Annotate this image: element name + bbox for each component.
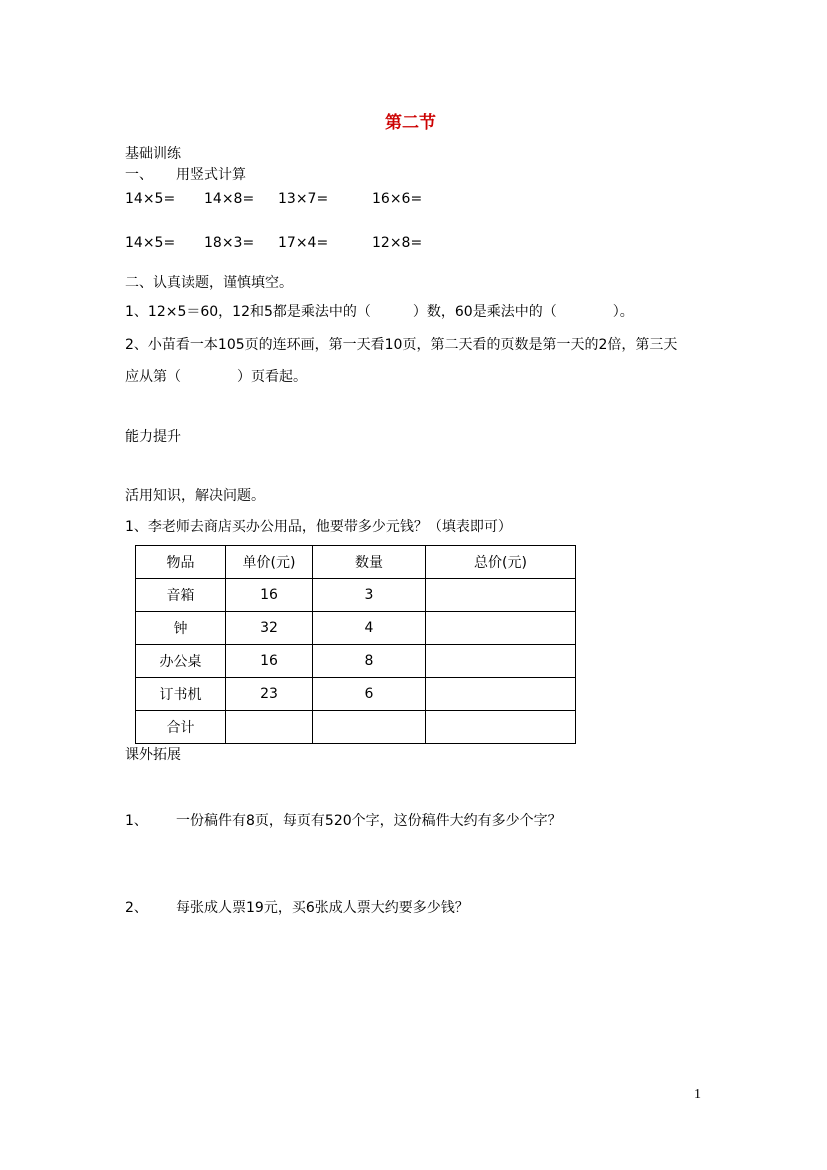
table-cell: 4	[313, 612, 426, 645]
table-header-cell: 单价(元)	[226, 546, 313, 579]
question-text: 每张成人票19元，买6张成人票大约要多少钱？	[176, 900, 469, 916]
calc-item: 17×4=	[278, 235, 329, 251]
calc-item: 16×6=	[372, 191, 423, 207]
table-cell: 16	[226, 645, 313, 678]
price-table	[135, 545, 576, 744]
table-row	[136, 711, 576, 744]
table-cell: 23	[226, 678, 313, 711]
calc-item: 14×8=	[204, 191, 255, 207]
calc-item: 14×5=	[125, 235, 176, 251]
table-cell	[226, 711, 313, 744]
table-row	[136, 678, 576, 711]
table-cell	[426, 678, 576, 711]
table-row	[136, 579, 576, 612]
question-text: 1、12×5＝60，12和5都是乘法中的（ ）数，60是乘法中的（ ）。	[125, 304, 634, 320]
page-title: 第二节	[385, 113, 436, 133]
calc-item: 13×7=	[278, 191, 329, 207]
part1-title: 用竖式计算	[176, 167, 246, 183]
table-cell	[426, 645, 576, 678]
section-heading-basic: 基础训练	[125, 146, 181, 162]
part2-title: 二、认真读题，谨慎填空。	[125, 275, 293, 291]
table-cell: 8	[313, 645, 426, 678]
table-cell: 办公桌	[136, 645, 226, 678]
part1-number: 一、	[125, 167, 153, 183]
table-header-cell: 总价(元)	[426, 546, 576, 579]
table-cell: 16	[226, 579, 313, 612]
table-cell: 32	[226, 612, 313, 645]
calc-item: 12×8=	[372, 235, 423, 251]
section-heading-extension: 课外拓展	[125, 747, 181, 763]
question-number: 2、	[125, 900, 148, 916]
section-subheading: 活用知识，解决问题。	[125, 488, 265, 504]
table-header-cell: 物品	[136, 546, 226, 579]
question-text: 一份稿件有8页，每页有520个字，这份稿件大约有多少个字？	[176, 813, 562, 829]
table-cell: 订书机	[136, 678, 226, 711]
table-cell	[426, 711, 576, 744]
page-number: 1	[694, 1087, 701, 1102]
table-header-cell: 数量	[313, 546, 426, 579]
question-text: 应从第（ ）页看起。	[125, 369, 307, 385]
table-cell: 钟	[136, 612, 226, 645]
table-cell: 音箱	[136, 579, 226, 612]
table-cell	[426, 579, 576, 612]
table-cell	[426, 612, 576, 645]
table-cell: 6	[313, 678, 426, 711]
calc-item: 18×3=	[204, 235, 255, 251]
table-cell: 合计	[136, 711, 226, 744]
question-text: 2、小苗看一本105页的连环画，第一天看10页，第二天看的页数是第一天的2倍，第三天	[125, 337, 678, 353]
question-number: 1、	[125, 813, 148, 829]
question-text: 1、李老师去商店买办公用品，他要带多少元钱？（填表即可）	[125, 519, 512, 535]
table-cell	[313, 711, 426, 744]
calc-item: 14×5=	[125, 191, 176, 207]
section-heading-ability: 能力提升	[125, 429, 181, 445]
table-header-row	[136, 546, 576, 579]
table-row	[136, 645, 576, 678]
table-cell: 3	[313, 579, 426, 612]
table-row	[136, 612, 576, 645]
